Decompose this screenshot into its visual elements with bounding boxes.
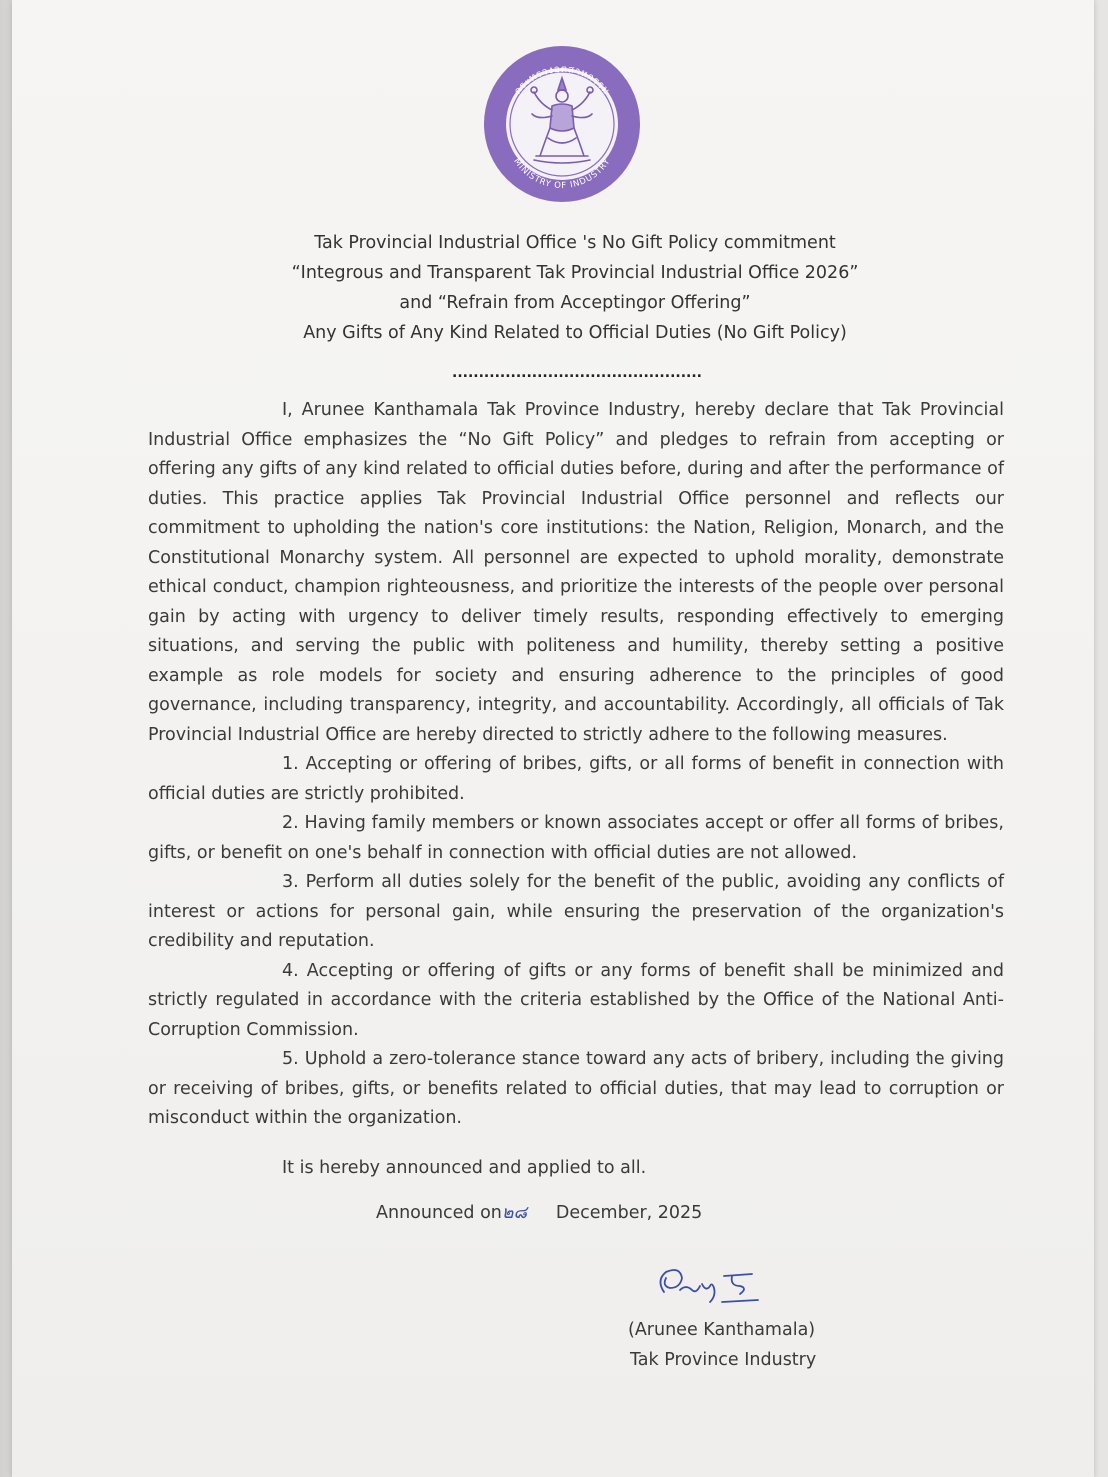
dotted-separator: ............................................... xyxy=(452,365,702,381)
announcement-prefix: Announced on xyxy=(376,1203,502,1223)
measure-item-1: 1. Accepting or offering of bribes, gifts, or all forms of benefit in connection with official duties are strictly prohibited. xyxy=(148,754,1004,804)
heading-line-1: Tak Provincial Industrial Office 's No Gift Policy commitment xyxy=(314,233,836,253)
measure-item-2: 2. Having family members or known associates accept or offer all forms of bribes, gifts, or benefit on one's behalf in connection with official duties are not allowed. xyxy=(148,813,1004,863)
closing-statement: It is hereby announced and applied to all. xyxy=(282,1158,647,1178)
heading-line-2: “Integrous and Transparent Tak Provincial Industrial Office 2026” xyxy=(291,263,859,283)
svg-text:MINISTRY OF INDUSTRY: MINISTRY OF INDUSTRY xyxy=(511,156,613,192)
measure-item-5: 5. Uphold a zero-tolerance stance toward any acts of bribery, including the giving or receiving of bribes, gifts, or benefits related to official duties, that may lead to corruption or misconduct within the organization. xyxy=(148,1049,1004,1128)
heading-line-3: and “Refrain from Acceptingor Offering” xyxy=(399,293,751,313)
signer-name: (Arunee Kanthamala) xyxy=(628,1320,816,1340)
signer-title: Tak Province Industry xyxy=(630,1350,817,1370)
measure-item-4: 4. Accepting or offering of gifts or any forms of benefit shall be minimized and strictly regulated in accordance with the criteria established by the Office of the National Anti-Corruption Commission. xyxy=(148,960,1004,1040)
declaration-body xyxy=(148,396,1004,1134)
document-heading xyxy=(160,228,990,348)
announcement-date xyxy=(376,1198,702,1226)
handwritten-day: ๒๘ xyxy=(501,1203,527,1223)
ministry-seal-logo xyxy=(482,44,642,204)
svg-text:กระทรวงอุตสาหกรรม: กระทรวงอุตสาหกรรม xyxy=(512,63,612,97)
declaration-paragraph: I, Arunee Kanthamala Tak Province Industry, hereby declare that Tak Provincial Industrial Office emphasizes the “No Gift Policy” and pledges to refrain from accepting or offering any gifts of any kind related to official duties before, during and after the performance of duties. This practice applies Tak Provincial Industrial Office personnel and reflects our commitment to upholding the nation's core institutions: the Nation, Religion, Monarch, and the Constitutional Monarchy system. All personnel are expected to uphold morality, demonstrate ethical conduct, champion righteousness, and prioritize the interests of the people over personal gain by acting with urgency to deliver timely results, responding effectively to emerging situations, and serving the public with politeness and humility, thereby setting a positive example as role models for society and ensuring adherence to the principles of good governance, including transparency, integrity, and accountability. Accordingly, all officials of Tak Provincial Industrial Office are hereby directed to strictly adhere to the following measures. xyxy=(148,400,1004,745)
handwritten-signature xyxy=(650,1262,770,1308)
announcement-month-year: December, 2025 xyxy=(555,1203,703,1223)
heading-line-4: Any Gifts of Any Kind Related to Official Duties (No Gift Policy) xyxy=(303,323,847,343)
measure-item-3: 3. Perform all duties solely for the benefit of the public, avoiding any conflicts of interest or actions for personal gain, while ensuring the preservation of the organization's credibility and reputation. xyxy=(148,872,1004,951)
